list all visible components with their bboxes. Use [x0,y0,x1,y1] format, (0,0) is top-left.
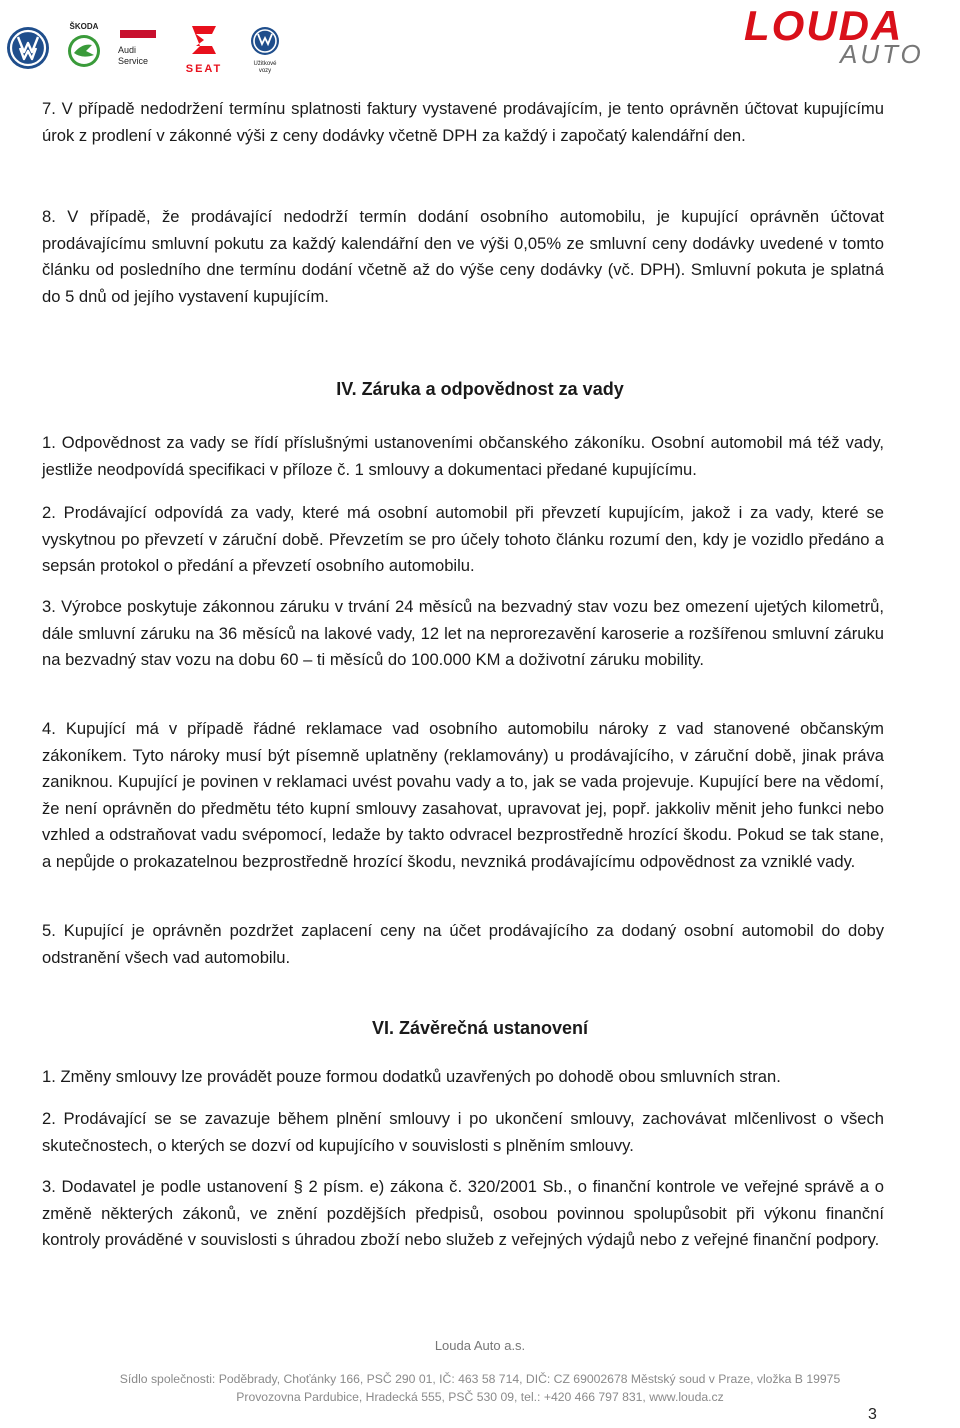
skoda-logo [64,22,104,70]
section-vi-item-1: 1. Změny smlouvy lze provádět pouze formou dodatků uzavřených po dohodě obou smluvních stran. [42,1067,781,1086]
service-label: Service [118,56,149,66]
footer-branch-contact: Provozovna Pardubice, Hradecká 555, PSČ 530 09, tel.: +420 466 797 831, www.louda.cz [236,1390,724,1404]
paragraph-8: 8. V případě, že prodávající nedodrží termín dodání osobního automobilu, je kupující oprávněn účtovat prodávajícímu smluvní pokutu za každý kalendářní den ve výši 0,05% ze smluvní ceny dodávky uvedené v tomto článku od posledního dne termínu dodání včetně až do výše ceny dodávky (vč. DPH). Smluvní pokuta je splatná do 5 dnů od jejího vystavení kupujícím. [42,207,884,306]
skoda-label: ŠKODA [69,22,99,31]
section-iv-title: IV. Záruka a odpovědnost za vady [336,379,624,399]
audi-label: Audi [118,45,137,55]
page-number: 3 [868,1406,877,1423]
paragraph-7: 7. V případě nedodržení termínu splatnosti faktury vystavené prodávajícím, je tento oprávněn účtovat kupujícímu úrok z prodlení v zákonné výši z ceny dodávky včetně DPH za každý i započatý kalendářní den. [42,99,884,145]
section-iv-item-3: 3. Výrobce poskytuje zákonnou záruku v trvání 24 měsíců na bezvadný stav vozu bez omezení ujetých kilometrů, dále smluvní záruku na 36 měsíců na lakové vady, 12 let na neprorezavění karoserie a rozšířenou smluvní záruku na bezvadný stav vozu na dobu 60 – ti měsíců do 100.000 KM a doživotní záruku mobility. [42,597,884,669]
section-iv-item-2: 2. Prodávající odpovídá za vady, které má osobní automobil při převzetí kupujícím, jakož i za vady, které se vyskytnou po převzetí v záruční době. Převzetím se pro účely tohoto článku rozumí den, kdy je vozidlo předáno a sepsán protokol o předání a převzetí osobního automobilu. [42,503,884,575]
vw-commercial-logo [248,26,282,72]
vw-commercial-line2: vozy [258,68,272,74]
seat-label: SEAT [185,63,223,75]
auto-logo-text: AUTO [840,39,924,69]
section-iv-item-4: 4. Kupující má v případě řádné reklamace vad osobního automobilu nároky z vad stanovené občanským zákoníkem. Tyto nároky musí být písemně uplatněny (reklamovány) u prodávajícího, v záruční době, jinak práva zaniknou. Kupující je povinen v reklamaci uvést povahu vady a to, jak se vada projevuje. Kupující bere na vědomí, že není oprávněn do předmětu této kupní smlouvy zasahovat, upravovat jej, popř. jakkoliv měnit jeho funkci nebo vzhled a odstraňovat vadu svépomocí, ledaže by takto odvracel bezprostředně hrozící škodu. Pokud se tak stane, a nepůjde o prokazatelnou bezprostředně hrozící škodu, nevzniká prodávajícímu odpovědnost za vzniklé vady. [42,719,884,871]
section-vi-title: VI. Závěrečná ustanovení [371,1018,589,1038]
louda-logo-text: LOUDA [744,2,904,49]
footer-registered-office: Sídlo společnosti: Poděbrady, Choťánky 166, PSČ 290 01, IČ: 463 58 714, DIČ: CZ 69002678 Městský soud v Praze, vložka B 19975 [119,1372,841,1386]
vw-commercial-line1: Užitkové [253,61,277,67]
louda-auto-logo [740,4,954,70]
seat-logo [176,24,232,75]
footer-company-name: Louda Auto a.s. [434,1338,526,1353]
audi-service-logo [118,26,158,72]
section-iv-item-5: 5. Kupující je oprávněn pozdržet zaplacení ceny na účet prodávajícího za dodaný osobní automobil do doby odstranění všech vad automobilu. [42,921,884,967]
section-vi-item-3: 3. Dodavatel je podle ustanovení § 2 písm. e) zákona č. 320/2001 Sb., o finanční kontrole ve veřejné správě a o změně některých zákonů, ve znění pozdějších předpisů, osobou povinnou spolupůsobit při výkonu finanční kontroly prováděné v souvislosti s úhradou zboží nebo služeb z veřejných výdajů nebo z veřejné finanční podpory. [42,1177,884,1249]
volkswagen-logo [6,26,50,70]
section-vi-item-2: 2. Prodávající se se zavazuje během plnění smlouvy i po ukončení smlouvy, zachovávat mlčenlivost o všech skutečnostech, o kterých se dozví od kupujícího v souvislosti s plněním smlouvy. [42,1109,884,1155]
section-iv-item-1: 1. Odpovědnost za vady se řídí příslušnými ustanoveními občanského zákoníku. Osobní automobil má též vady, jestliže neodpovídá specifikaci v příloze č. 1 smlouvy a dokumentaci předané kupujícímu. [42,433,884,479]
